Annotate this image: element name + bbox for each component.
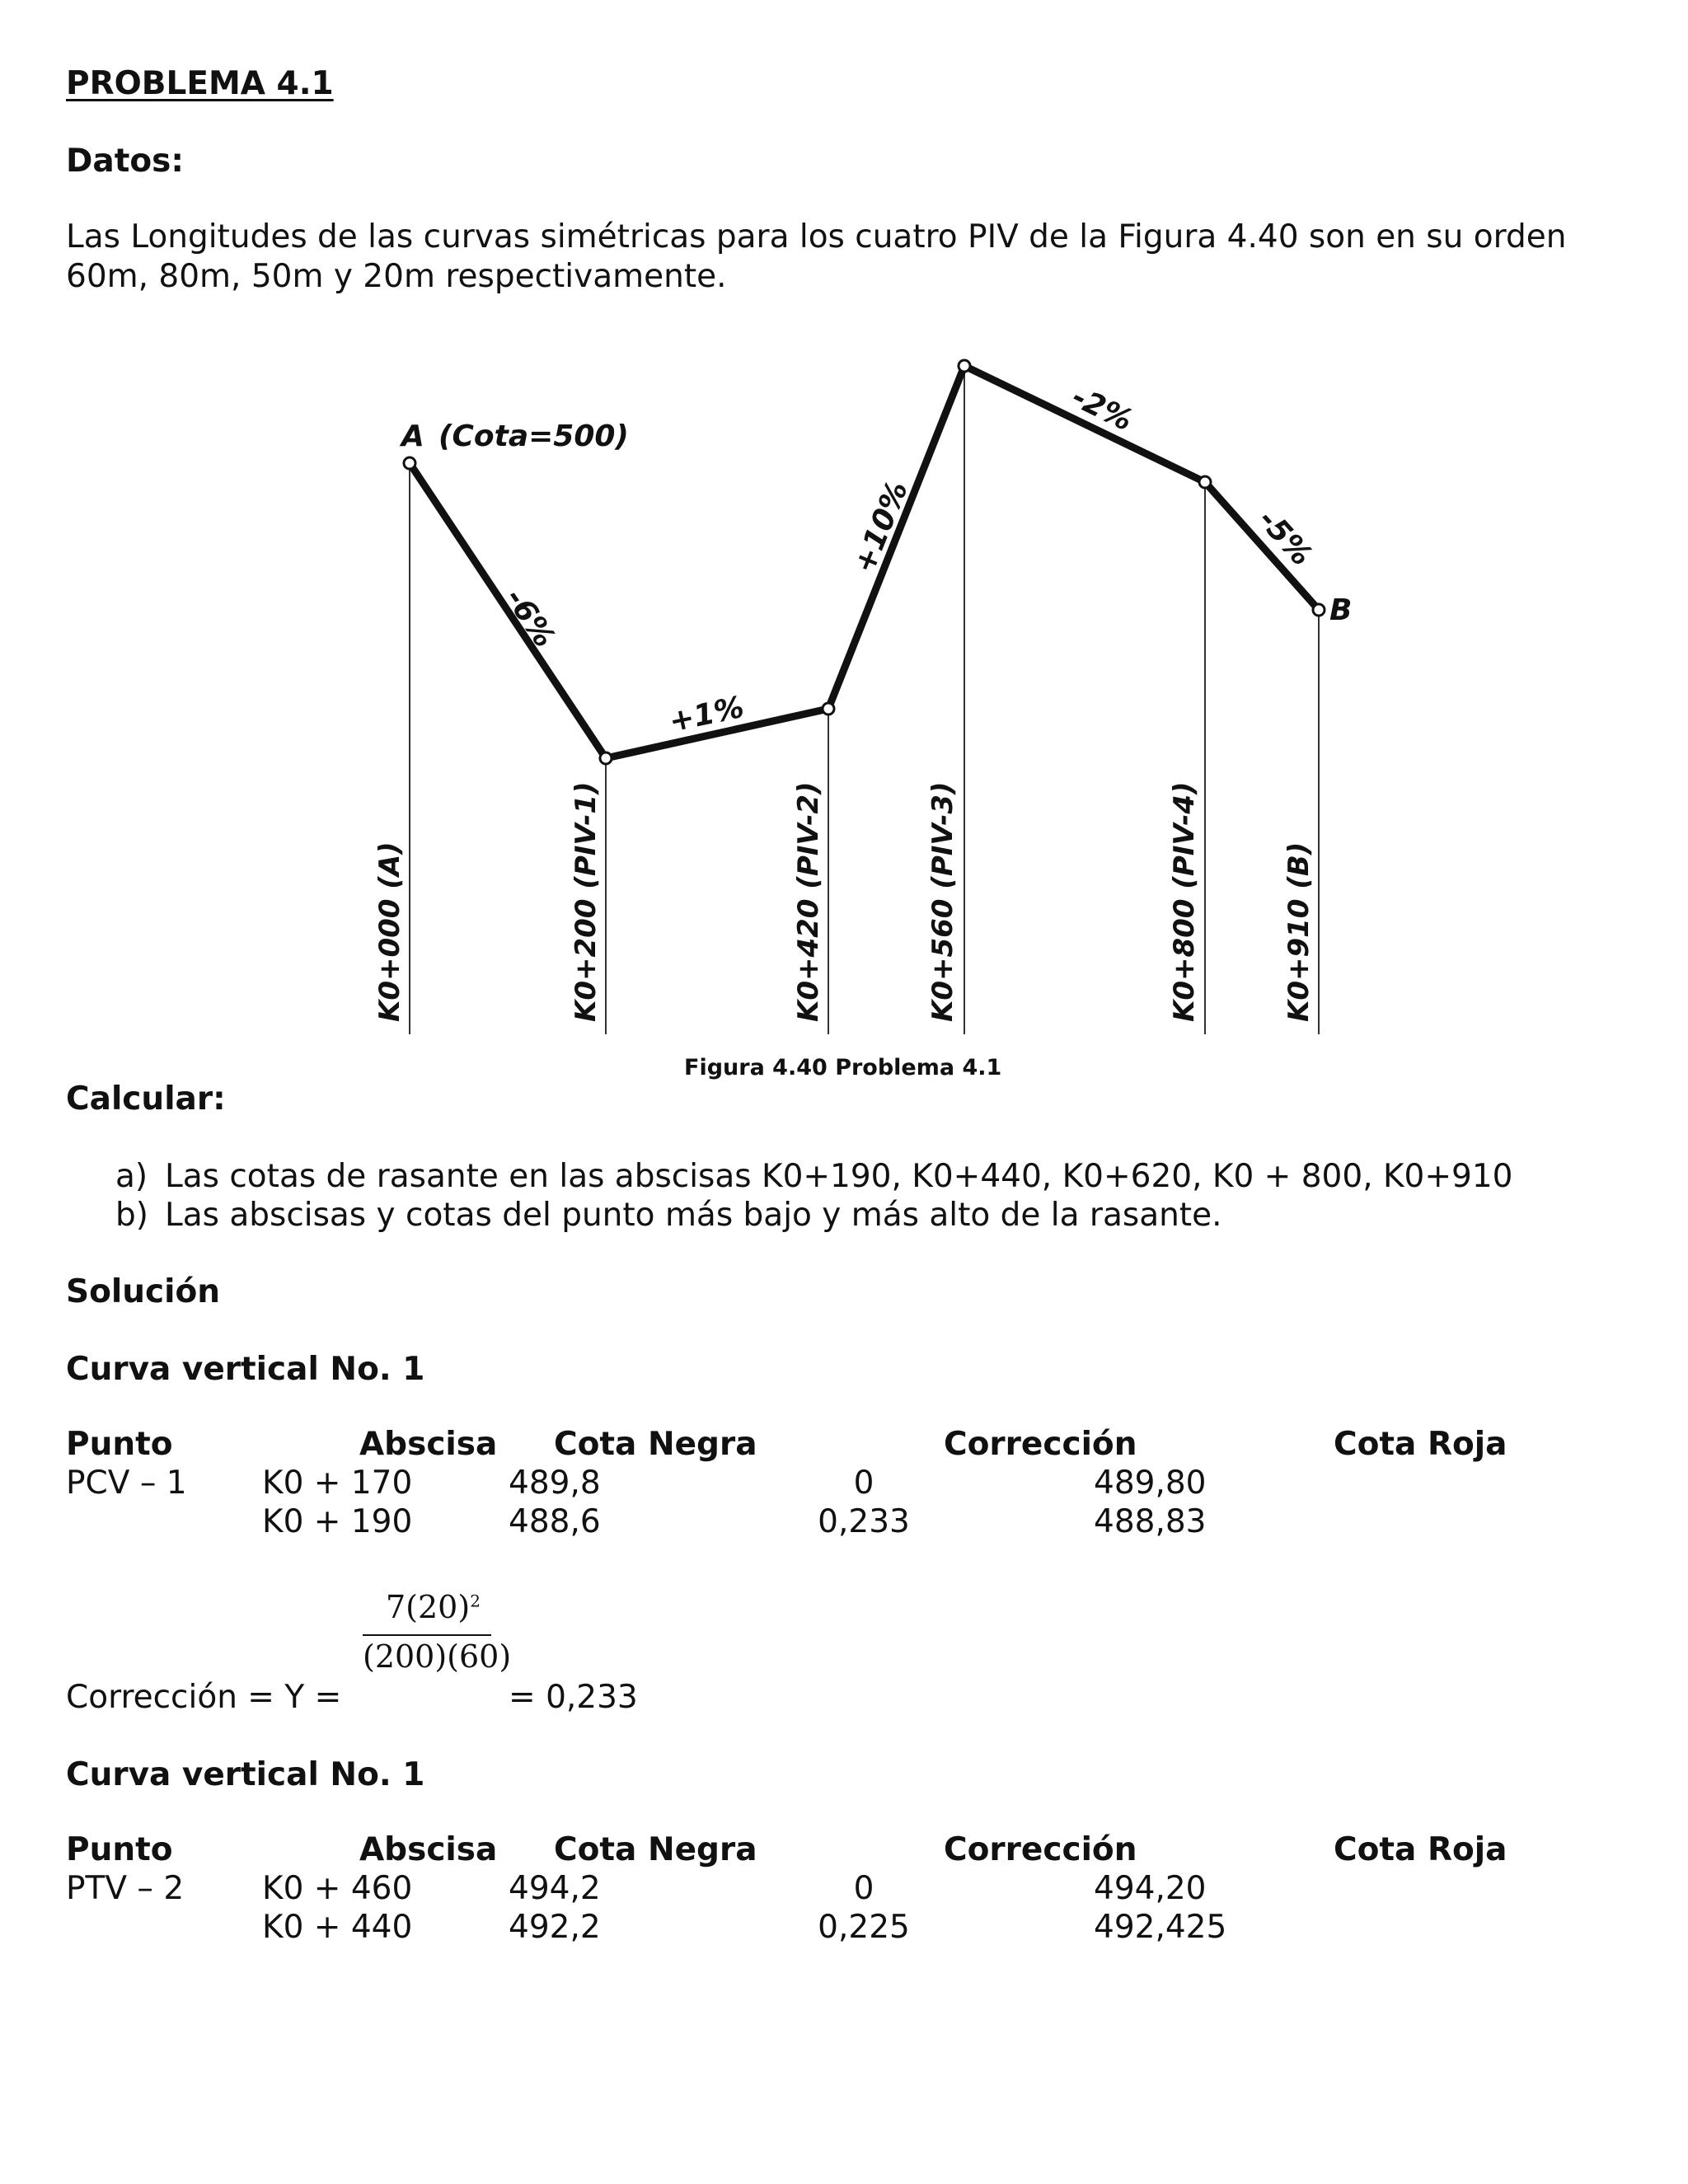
station-label-piv4: K0+800 (PIV-4) xyxy=(1168,781,1201,1022)
formula-denominator: (200)(60) xyxy=(363,1638,512,1675)
curve1-row2-cota-roja: 488,83 xyxy=(1094,1503,1207,1540)
curve2-row1-cota-negra: 494,2 xyxy=(509,1870,601,1907)
curve1-header-correccion: Corrección xyxy=(944,1426,1137,1463)
curve2-row1-punto: PTV – 2 xyxy=(66,1870,185,1907)
calcular-item-a-text: Las cotas de rasante en las abscisas K0+190, K0+440, K0+620, K0 + 800, K0+910 xyxy=(165,1158,1513,1195)
station-label-piv2: K0+420 (PIV-2) xyxy=(792,781,825,1022)
vertex-b xyxy=(1313,604,1325,616)
curve1-row1-cota-roja: 489,80 xyxy=(1094,1465,1207,1502)
figure-caption: Figura 4.40 Problema 4.1 xyxy=(684,1055,1002,1080)
page-title: PROBLEMA 4.1 xyxy=(66,65,334,102)
vertex-a xyxy=(404,457,415,469)
curve1-row1-cota-negra: 489,8 xyxy=(509,1465,601,1502)
station-label-piv1: K0+200 (PIV-1) xyxy=(570,781,603,1022)
fraction-bar xyxy=(363,1634,491,1636)
slope-label-3: +10% xyxy=(847,476,915,579)
slope-label-2: +1% xyxy=(666,690,748,739)
curve1-header-abscisa: Abscisa xyxy=(359,1426,498,1463)
profile-figure xyxy=(0,0,1688,1088)
curve1-row1-correccion: 0 xyxy=(853,1465,874,1502)
calcular-item-b-marker: b) xyxy=(115,1197,148,1234)
curve1-header-cota-negra: Cota Negra xyxy=(554,1426,757,1463)
curve1-row1-abscisa: K0 + 170 xyxy=(262,1465,413,1502)
curve2-row1-cota-roja: 494,20 xyxy=(1094,1870,1207,1907)
curve1-row2-cota-negra: 488,6 xyxy=(509,1503,601,1540)
curve1-header-punto: Punto xyxy=(66,1426,173,1463)
curve2-row2-cota-roja: 492,425 xyxy=(1094,1909,1227,1946)
formula-numerator: $7(20)^2$ xyxy=(386,1589,481,1625)
vertex-piv4 xyxy=(1199,476,1211,488)
vertex-piv1 xyxy=(600,752,612,764)
curve2-header-correccion: Corrección xyxy=(944,1831,1137,1868)
calcular-heading: Calcular: xyxy=(66,1080,226,1118)
curve2-row2-abscisa: K0 + 440 xyxy=(262,1909,413,1946)
vertex-piv2 xyxy=(823,703,834,715)
curve1-row2-correccion: 0,233 xyxy=(818,1503,910,1540)
slope-label-5: -5% xyxy=(1251,503,1319,573)
curve2-row2-cota-negra: 492,2 xyxy=(509,1909,601,1946)
curve1-heading: Curva vertical No. 1 xyxy=(66,1351,425,1388)
station-label-a: K0+000 (A) xyxy=(373,841,406,1022)
curve2-row1-correccion: 0 xyxy=(853,1870,874,1907)
formula-label: Corrección = Y = xyxy=(66,1679,342,1716)
curve2-row2-correccion: 0,225 xyxy=(818,1909,910,1946)
curve1-row1-punto: PCV – 1 xyxy=(66,1465,187,1502)
curve2-header-cota-negra: Cota Negra xyxy=(554,1831,757,1868)
curve1-row2-abscisa: K0 + 190 xyxy=(262,1503,413,1540)
datos-line-1: Las Longitudes de las curvas simétricas para los cuatro PIV de la Figura 4.40 son en su orden xyxy=(66,218,1567,255)
datos-heading: Datos: xyxy=(66,143,184,180)
curve2-row1-abscisa: K0 + 460 xyxy=(262,1870,413,1907)
curve2-header-abscisa: Abscisa xyxy=(359,1831,498,1868)
calcular-item-b-text: Las abscisas y cotas del punto más bajo y más alto de la rasante. xyxy=(165,1197,1222,1234)
datos-line-2: 60m, 80m, 50m y 20m respectivamente. xyxy=(66,258,727,295)
slope-label-1: -6% xyxy=(498,583,562,654)
label-a: A xyxy=(401,419,424,453)
calcular-item-a-marker: a) xyxy=(115,1158,148,1195)
label-b: B xyxy=(1329,593,1353,627)
curve1-header-cota-roja: Cota Roja xyxy=(1334,1426,1507,1463)
solucion-heading: Solución xyxy=(66,1273,221,1310)
station-label-b: K0+910 (B) xyxy=(1282,841,1315,1022)
label-cota: (Cota=500) xyxy=(438,419,629,453)
curve2-header-punto: Punto xyxy=(66,1831,173,1868)
curve2-header-cota-roja: Cota Roja xyxy=(1334,1831,1507,1868)
formula-result: = 0,233 xyxy=(509,1679,638,1716)
slope-label-4: -2% xyxy=(1067,380,1138,438)
station-label-piv3: K0+560 (PIV-3) xyxy=(926,781,959,1022)
curve2-heading: Curva vertical No. 1 xyxy=(66,1756,425,1793)
vertex-piv3 xyxy=(959,360,970,372)
